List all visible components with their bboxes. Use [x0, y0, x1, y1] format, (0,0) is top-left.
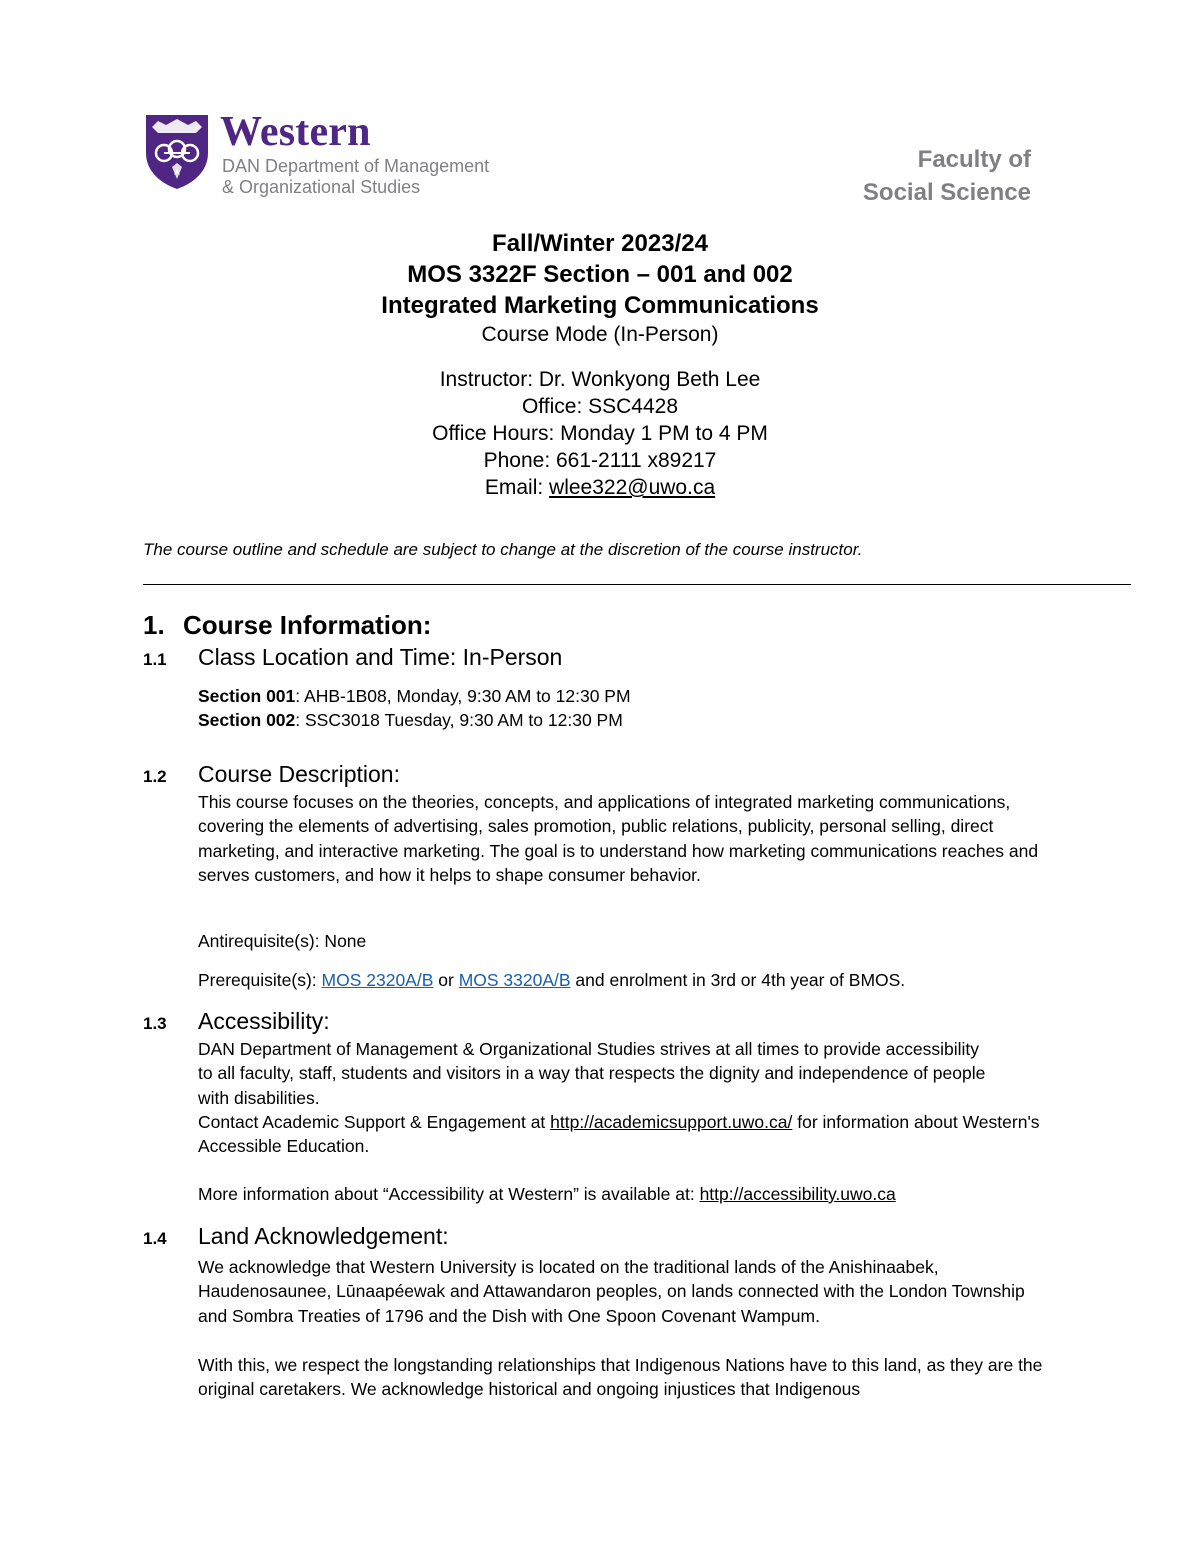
- subsection-title-course-description: Course Description:: [198, 761, 400, 787]
- faculty-line-2: Social Science: [862, 179, 1031, 206]
- prereq-link-mos-2320[interactable]: MOS 2320A/B: [321, 970, 434, 990]
- section-001-label: Section 001: [198, 686, 296, 706]
- prereq-rest: and enrolment in 3rd or 4th year of BMOS.: [570, 970, 906, 990]
- instructor-name: Instructor: Dr. Wonkyong Beth Lee: [439, 368, 761, 391]
- subsection-title-accessibility: Accessibility:: [198, 1008, 330, 1034]
- western-shield-logo: [144, 113, 210, 196]
- department-name: [222, 156, 489, 198]
- horizontal-divider: [143, 584, 1131, 585]
- faculty-name: [863, 143, 1031, 209]
- western-wordmark: Western: [220, 109, 371, 155]
- course-code: MOS 3322F Section – 001 and 002: [407, 261, 793, 288]
- subsection-title-land-acknowledgement: Land Acknowledgement:: [198, 1223, 449, 1249]
- land-acknowledgement-para-2: With this, we respect the longstanding relationships that Indigenous Nations have to this land, as they are the original caretakers. We acknowledge historical and ongoing injustices that Indigenous: [198, 1355, 1043, 1400]
- course-description: This course focuses on the theories, concepts, and applications of integrated marketing communications, covering the elements of advertising, sales promotion, public relations, publicity, personal selling, direct marketing, and interactive marketing. The goal is to understand how marketing communications reaches and serves customers, and how it helps to shape consumer behavior.: [198, 792, 1039, 885]
- accessibility-contact: [198, 1110, 1068, 1159]
- section-002-label: Section 002: [198, 710, 296, 731]
- accessibility-contact-post: for information about Western's Accessible Education.: [198, 1112, 1040, 1157]
- subsection-title-class-location: Class Location and Time: In-Person: [198, 644, 563, 670]
- accessibility-link[interactable]: http://accessibility.uwo.ca: [699, 1184, 896, 1204]
- email-link[interactable]: wlee322@uwo.ca: [549, 476, 716, 499]
- accessibility-more-info: [198, 1182, 1078, 1206]
- class-sections: [198, 684, 1078, 733]
- subsection-number-1-3: 1.3: [143, 1014, 167, 1033]
- subsection-number-1-2: 1.2: [143, 767, 167, 786]
- disclaimer: The course outline and schedule are subject to change at the discretion of the course instructor.: [143, 540, 863, 559]
- section-002-details: : SSC3018 Tuesday, 9:30 AM to 12:30 PM: [295, 710, 623, 731]
- course-name: Integrated Marketing Communications: [381, 292, 819, 319]
- accessibility-more-pre: More information about “Accessibility at Western” is available at:: [198, 1184, 700, 1204]
- prerequisites: [198, 968, 1078, 992]
- term-title: Fall/Winter 2023/24: [492, 230, 708, 257]
- instructor-contact: [0, 366, 1200, 501]
- section-001-line: [198, 684, 1078, 708]
- prereq-or: or: [433, 970, 459, 990]
- academic-support-link[interactable]: http://academicsupport.uwo.ca/: [550, 1112, 793, 1132]
- section-002-line: [198, 708, 1078, 732]
- subsection-number-1-4: 1.4: [143, 1229, 167, 1248]
- accessibility-statement: DAN Department of Management & Organizational Studies strives at all times to provide accessibility to all faculty, staff, students and visitors in a way that respects the dignity and independence of people with disabilities.: [198, 1039, 986, 1108]
- course-mode: Course Mode (In-Person): [481, 323, 719, 346]
- antirequisites: Antirequisite(s): None: [198, 931, 367, 951]
- department-line-1: DAN Department of Management: [222, 156, 490, 176]
- section-heading-course-information: [143, 610, 431, 641]
- accessibility-contact-pre: Contact Academic Support & Engagement at: [198, 1112, 551, 1132]
- section-001-details: : AHB-1B08, Monday, 9:30 AM to 12:30 PM: [295, 686, 631, 706]
- phone: Phone: 661-2111 x89217: [483, 449, 717, 472]
- subsection-number-1-1: 1.1: [143, 650, 167, 669]
- land-acknowledgement-para-1: We acknowledge that Western University is located on the traditional lands of the Anishinaabek, Haudenosaunee, Lūnaapéewak and Attawandaron peoples, on lands connected with the London Township and Sombra Treaties of 1796 and the Dish with One Spoon Covenant Wampum.: [198, 1257, 1025, 1326]
- section-number: 1.: [143, 610, 165, 640]
- faculty-line-1: Faculty of: [917, 146, 1031, 173]
- office-hours: Office Hours: Monday 1 PM to 4 PM: [432, 422, 768, 445]
- course-title-block: [0, 228, 1200, 349]
- prereq-label: Prerequisite(s):: [198, 970, 322, 990]
- prereq-link-mos-3320[interactable]: MOS 3320A/B: [458, 970, 571, 990]
- section-title: Course Information:: [183, 610, 432, 640]
- email-line: [0, 474, 1200, 501]
- department-line-2: & Organizational Studies: [222, 177, 421, 197]
- email-label: Email:: [484, 476, 550, 499]
- office: Office: SSC4428: [521, 395, 679, 418]
